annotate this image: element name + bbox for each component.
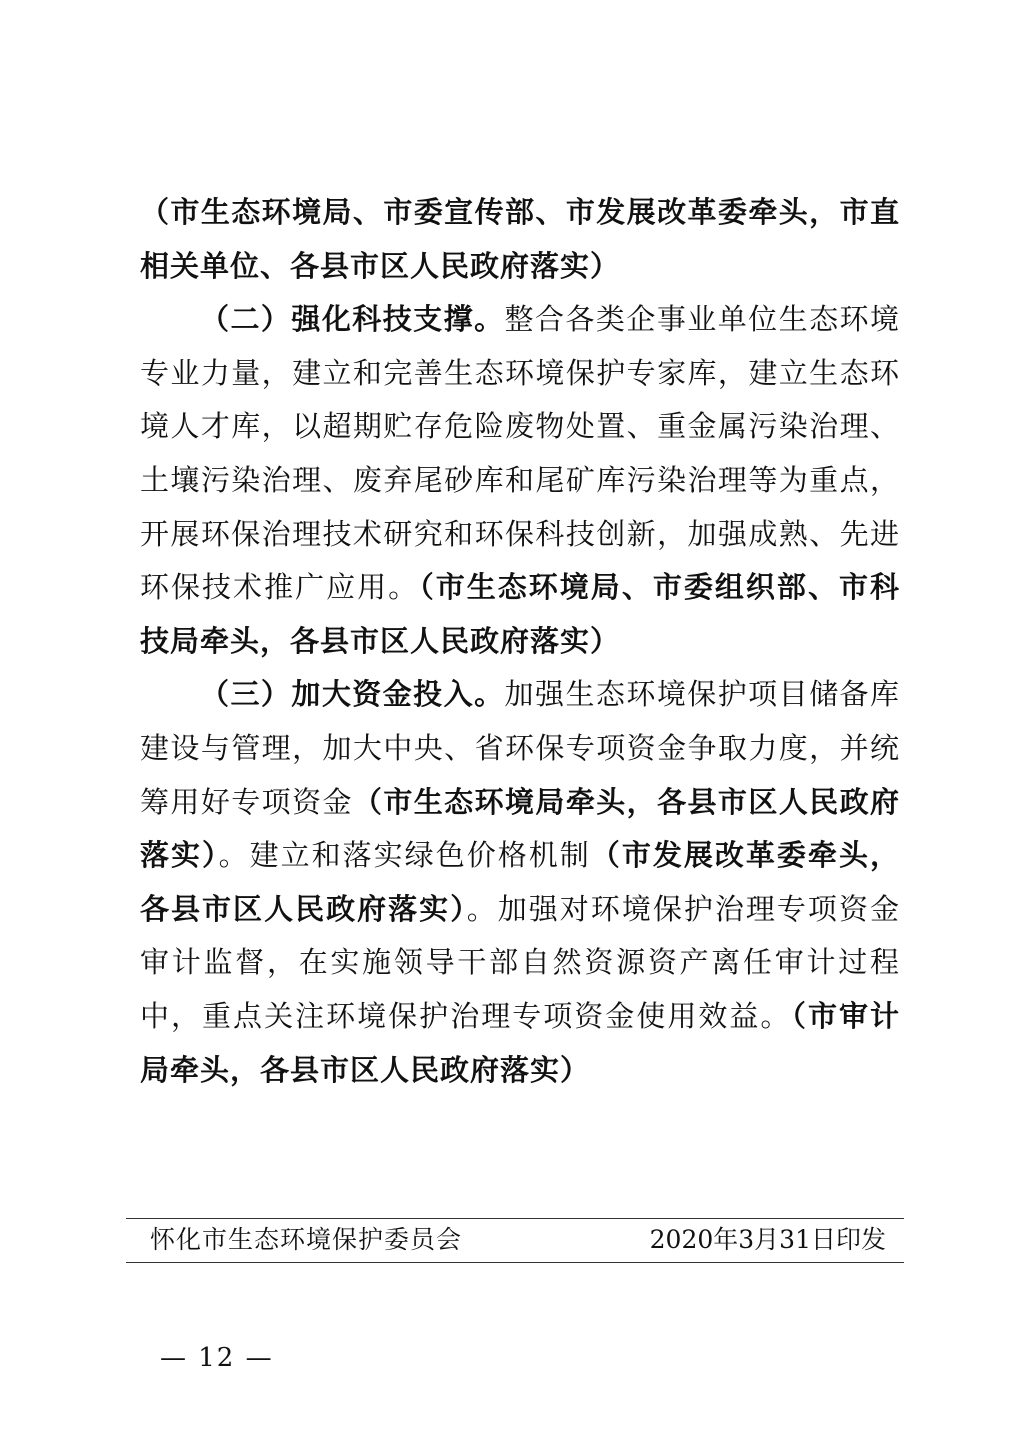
section-heading-tech-support: （二）强化科技支撑。 — [200, 302, 505, 337]
paragraph-text: 整合各类企事业单位生态环境专业力量，建立和完善生态环境保护专家库，建立生态环境人才库，以超期贮存危险废物处置、重金属污染治理、土壤污染治理、废弃尾砂库和尾矿库污染治理等为重点，开展环保治理技术研究和环保科技创新，加强成熟、先进环保技术推广应用。 — [140, 302, 900, 605]
responsibility-note: （市生态环境局牵头，各县市区人民政府落实） — [140, 784, 900, 873]
footer-bottom-rule — [126, 1262, 904, 1263]
paragraph-funding — [140, 668, 900, 1097]
paragraph-responsibility-note — [140, 186, 900, 293]
paragraph-text: 。建立和落实绿色价格机制 — [218, 838, 591, 873]
footer-issue-date: 2020年3月31日印发 — [649, 1225, 886, 1254]
paragraph-tech-support — [140, 293, 900, 668]
section-heading-funding: （三）加大资金投入。 — [200, 677, 505, 712]
page-number: — 12 — — [160, 1343, 274, 1373]
footer-top-rule — [126, 1218, 904, 1219]
footer-issuer: 怀化市生态环境保护委员会 — [150, 1225, 463, 1254]
responsibility-note: （市审计局牵头，各县市区人民政府落实） — [140, 998, 900, 1087]
responsibility-note: （市发展改革委牵头，各县市区人民政府落实） — [140, 838, 900, 926]
paragraph-text: 加强生态环境保护项目储备库建设与管理，加大中央、省环保专项资金争取力度，并统筹用好专项资金 — [140, 677, 900, 819]
responsibility-note: （市生态环境局、市委宣传部、市发展改革委牵头，市直相关单位、各县市区人民政府落实） — [140, 195, 900, 283]
paragraph-text: 。加强对环境保护治理专项资金审计监督，在实施领导干部自然资源资产离任审计过程中，重点关注环境保护治理专项资金使用效益。 — [140, 891, 900, 1033]
responsibility-note: （市生态环境局、市委组织部、市科技局牵头，各县市区人民政府落实） — [140, 570, 900, 658]
document-body — [140, 186, 900, 1097]
